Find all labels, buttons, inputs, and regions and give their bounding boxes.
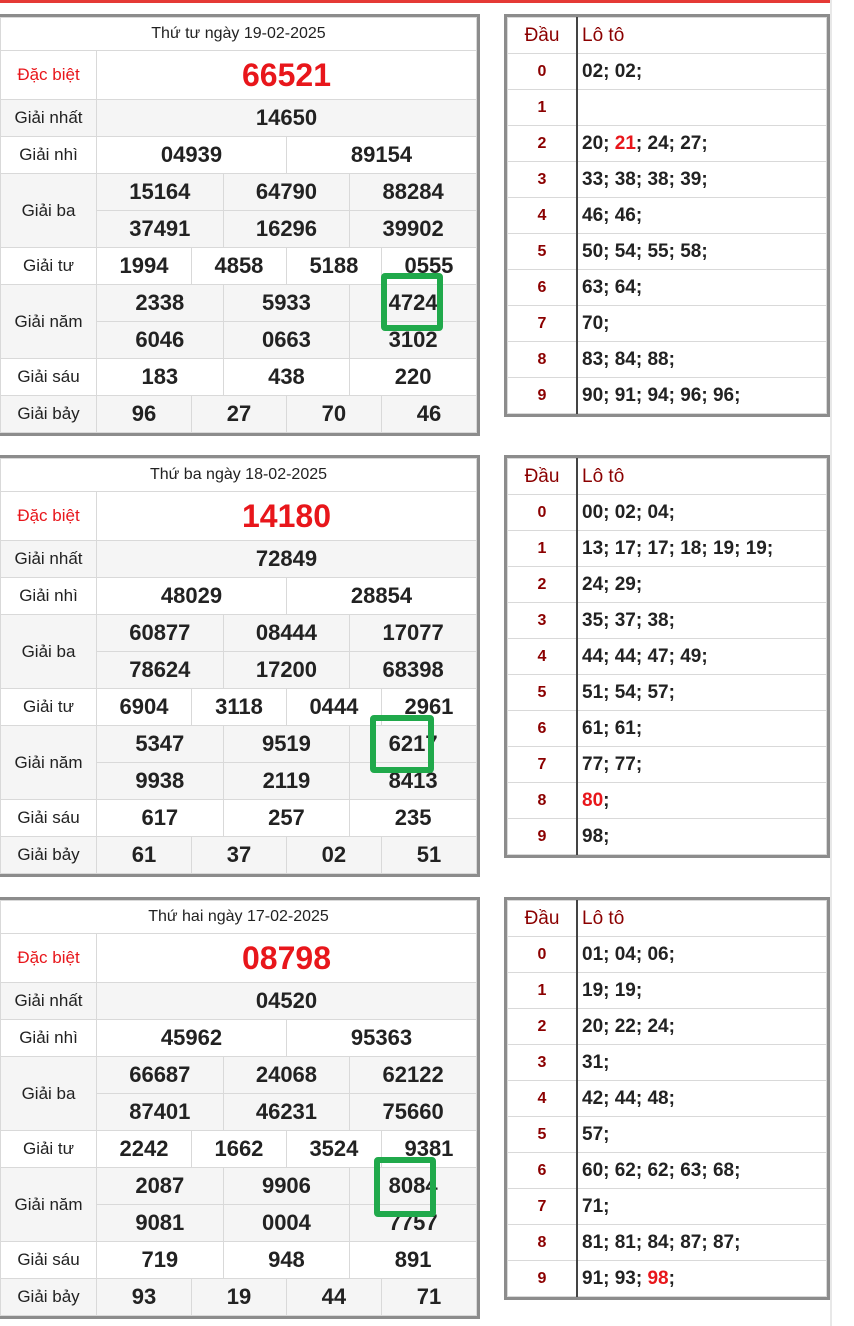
loto-head-digit: 1 (508, 973, 578, 1009)
loto-values (577, 306, 827, 342)
label-second-prize: Giải nhì (1, 1020, 97, 1057)
loto-values (577, 1225, 827, 1261)
loto-header-row (508, 459, 827, 495)
third-prize-number: 88284 (350, 174, 477, 211)
fifth-prize-number: 8084 (350, 1168, 477, 1205)
label-fifth-prize: Giải năm (1, 726, 97, 800)
loto-value: 31; (582, 1051, 610, 1073)
loto-value-special: 98 (647, 1267, 669, 1289)
loto-table-2 (504, 455, 830, 858)
loto-value-special: 80 (582, 789, 604, 811)
loto-row (508, 90, 827, 126)
fourth-prize-number: 1994 (97, 248, 192, 285)
fifth-prize-number: 0663 (223, 322, 350, 359)
header-dau: Đầu (508, 18, 578, 54)
loto-values (577, 1261, 827, 1297)
loto-head-digit: 2 (508, 567, 578, 603)
fourth-prize-number: 2242 (97, 1131, 192, 1168)
label-fourth-prize: Giải tư (1, 689, 97, 726)
draw-date: Thứ tư ngày 19-02-2025 (1, 18, 477, 51)
loto-values (577, 747, 827, 783)
loto-head-digit: 3 (508, 162, 578, 198)
label-special-prize: Đặc biệt (1, 492, 97, 541)
second-prize-number: 48029 (97, 578, 287, 615)
label-fourth-prize: Giải tư (1, 1131, 97, 1168)
fifth-prize-number: 9519 (223, 726, 350, 763)
loto-head-digit: 4 (508, 639, 578, 675)
loto-value: 98; (582, 825, 610, 847)
loto-head-digit: 0 (508, 54, 578, 90)
loto-values (577, 126, 827, 162)
loto-row (508, 1045, 827, 1081)
loto-head-digit: 6 (508, 711, 578, 747)
header-loto: Lô tô (577, 901, 827, 937)
loto-head-digit: 4 (508, 1081, 578, 1117)
header-loto: Lô tô (577, 18, 827, 54)
loto-row (508, 1009, 827, 1045)
third-prize-number: 60877 (97, 615, 224, 652)
results-table-2 (0, 455, 480, 877)
loto-values (577, 495, 827, 531)
loto-header-row (508, 901, 827, 937)
loto-values (577, 1153, 827, 1189)
loto-head-digit: 8 (508, 342, 578, 378)
loto-row (508, 1225, 827, 1261)
fifth-prize-number: 5933 (223, 285, 350, 322)
label-third-prize: Giải ba (1, 174, 97, 248)
loto-value: 57; (582, 1123, 610, 1145)
third-prize-number: 66687 (97, 1057, 224, 1094)
sixth-prize-number: 183 (97, 359, 224, 396)
second-prize-number: 89154 (286, 137, 476, 174)
loto-head-digit: 6 (508, 1153, 578, 1189)
seventh-prize-number: 96 (97, 396, 192, 433)
third-prize-number: 64790 (223, 174, 350, 211)
loto-value: 35; 37; 38; (582, 609, 675, 631)
label-sixth-prize: Giải sáu (1, 800, 97, 837)
table-row (1, 934, 477, 983)
draw-date: Thứ ba ngày 18-02-2025 (1, 459, 477, 492)
loto-values (577, 567, 827, 603)
loto-values (577, 162, 827, 198)
loto-values (577, 1117, 827, 1153)
seventh-prize-number: 19 (191, 1279, 286, 1316)
table-row (1, 1279, 477, 1316)
fifth-prize-number: 2338 (97, 285, 224, 322)
header-loto: Lô tô (577, 459, 827, 495)
label-third-prize: Giải ba (1, 1057, 97, 1131)
loto-value: 70; (582, 312, 610, 334)
loto-values (577, 639, 827, 675)
loto-values (577, 937, 827, 973)
loto-head-digit: 1 (508, 90, 578, 126)
table-row (1, 901, 477, 934)
label-seventh-prize: Giải bảy (1, 396, 97, 433)
loto-values (577, 973, 827, 1009)
label-seventh-prize: Giải bảy (1, 1279, 97, 1316)
loto-values (577, 603, 827, 639)
loto-row (508, 198, 827, 234)
loto-value: 20; (582, 132, 615, 154)
loto-value: 46; 46; (582, 204, 643, 226)
table-row (1, 18, 477, 51)
table-row (1, 578, 477, 615)
label-first-prize: Giải nhất (1, 983, 97, 1020)
loto-head-digit: 4 (508, 198, 578, 234)
seventh-prize-number: 93 (97, 1279, 192, 1316)
loto-head-digit: 9 (508, 1261, 578, 1297)
special-prize-number: 08798 (97, 934, 477, 983)
loto-row (508, 711, 827, 747)
loto-value: 24; 29; (582, 573, 643, 595)
loto-head-digit: 8 (508, 783, 578, 819)
page-right-edge (830, 0, 832, 1326)
third-prize-number: 08444 (223, 615, 350, 652)
loto-values (577, 819, 827, 855)
third-prize-number: 39902 (350, 211, 477, 248)
table-row (1, 359, 477, 396)
label-seventh-prize: Giải bảy (1, 837, 97, 874)
fourth-prize-number: 0444 (286, 689, 381, 726)
loto-value: 13; 17; 17; 18; 19; 19; (582, 537, 774, 559)
seventh-prize-number: 37 (191, 837, 286, 874)
fourth-prize-number: 6904 (97, 689, 192, 726)
loto-value: ; (668, 1267, 675, 1289)
loto-head-digit: 5 (508, 234, 578, 270)
loto-head-digit: 7 (508, 306, 578, 342)
loto-row (508, 162, 827, 198)
fifth-prize-number: 6217 (350, 726, 477, 763)
loto-head-digit: 0 (508, 495, 578, 531)
loto-values (577, 90, 827, 126)
fourth-prize-number: 5188 (286, 248, 381, 285)
label-special-prize: Đặc biệt (1, 934, 97, 983)
label-fifth-prize: Giải năm (1, 1168, 97, 1242)
loto-value: 33; 38; 38; 39; (582, 168, 708, 190)
label-fourth-prize: Giải tư (1, 248, 97, 285)
loto-values (577, 1081, 827, 1117)
seventh-prize-number: 02 (286, 837, 381, 874)
loto-value: ; 24; 27; (635, 132, 708, 154)
loto-head-digit: 7 (508, 1189, 578, 1225)
table-row (1, 174, 477, 211)
third-prize-number: 87401 (97, 1094, 224, 1131)
seventh-prize-number: 51 (381, 837, 476, 874)
fifth-prize-number: 5347 (97, 726, 224, 763)
loto-row (508, 937, 827, 973)
table-row (1, 1057, 477, 1094)
sixth-prize-number: 617 (97, 800, 224, 837)
fifth-prize-number: 9938 (97, 763, 224, 800)
table-row (1, 100, 477, 137)
sixth-prize-number: 235 (350, 800, 477, 837)
fifth-prize-number: 2119 (223, 763, 350, 800)
third-prize-number: 37491 (97, 211, 224, 248)
loto-values (577, 198, 827, 234)
label-special-prize: Đặc biệt (1, 51, 97, 100)
loto-row (508, 306, 827, 342)
fourth-prize-number: 3118 (191, 689, 286, 726)
special-prize-number: 14180 (97, 492, 477, 541)
loto-value: 51; 54; 57; (582, 681, 675, 703)
loto-values (577, 711, 827, 747)
loto-row (508, 270, 827, 306)
top-accent-line (0, 0, 830, 3)
loto-value: 19; 19; (582, 979, 643, 1001)
loto-row (508, 54, 827, 90)
third-prize-number: 75660 (350, 1094, 477, 1131)
fourth-prize-number: 0555 (381, 248, 476, 285)
label-second-prize: Giải nhì (1, 137, 97, 174)
loto-value: 91; 93; (582, 1267, 648, 1289)
loto-value: 20; 22; 24; (582, 1015, 675, 1037)
fourth-prize-number: 9381 (381, 1131, 476, 1168)
fifth-prize-number: 7757 (350, 1205, 477, 1242)
loto-value: 63; 64; (582, 276, 643, 298)
sixth-prize-number: 891 (350, 1242, 477, 1279)
loto-head-digit: 7 (508, 747, 578, 783)
third-prize-number: 15164 (97, 174, 224, 211)
loto-values (577, 378, 827, 414)
third-prize-number: 17200 (223, 652, 350, 689)
loto-row (508, 1117, 827, 1153)
loto-values (577, 270, 827, 306)
loto-value: 50; 54; 55; 58; (582, 240, 708, 262)
loto-values (577, 675, 827, 711)
loto-row (508, 234, 827, 270)
table-row (1, 800, 477, 837)
loto-row (508, 819, 827, 855)
third-prize-number: 78624 (97, 652, 224, 689)
fourth-prize-number: 3524 (286, 1131, 381, 1168)
table-row (1, 1242, 477, 1279)
sixth-prize-number: 719 (97, 1242, 224, 1279)
table-row (1, 396, 477, 433)
table-row (1, 492, 477, 541)
table-row (1, 51, 477, 100)
fourth-prize-number: 2961 (381, 689, 476, 726)
loto-value: 44; 44; 47; 49; (582, 645, 708, 667)
loto-head-digit: 9 (508, 378, 578, 414)
fifth-prize-number: 6046 (97, 322, 224, 359)
loto-value: 42; 44; 48; (582, 1087, 675, 1109)
fifth-prize-number: 9081 (97, 1205, 224, 1242)
loto-head-digit: 6 (508, 270, 578, 306)
seventh-prize-number: 46 (381, 396, 476, 433)
loto-values (577, 234, 827, 270)
third-prize-number: 17077 (350, 615, 477, 652)
seventh-prize-number: 27 (191, 396, 286, 433)
third-prize-number: 46231 (223, 1094, 350, 1131)
loto-value: 81; 81; 84; 87; 87; (582, 1231, 741, 1253)
first-prize-number: 72849 (97, 541, 477, 578)
sixth-prize-number: 257 (223, 800, 350, 837)
loto-value: 83; 84; 88; (582, 348, 675, 370)
loto-value: 01; 04; 06; (582, 943, 675, 965)
table-row (1, 615, 477, 652)
fifth-prize-number: 4724 (350, 285, 477, 322)
fourth-prize-number: 1662 (191, 1131, 286, 1168)
third-prize-number: 62122 (350, 1057, 477, 1094)
third-prize-number: 24068 (223, 1057, 350, 1094)
loto-row (508, 1081, 827, 1117)
second-prize-number: 28854 (286, 578, 476, 615)
loto-values (577, 1189, 827, 1225)
loto-value: ; (603, 789, 610, 811)
green-highlight-box (370, 715, 434, 773)
loto-table-1 (504, 14, 830, 417)
table-row (1, 459, 477, 492)
loto-value: 60; 62; 62; 63; 68; (582, 1159, 741, 1181)
loto-row (508, 342, 827, 378)
loto-value: 77; 77; (582, 753, 643, 775)
loto-row (508, 639, 827, 675)
loto-head-digit: 9 (508, 819, 578, 855)
special-prize-number: 66521 (97, 51, 477, 100)
loto-value-special: 21 (614, 132, 636, 154)
label-first-prize: Giải nhất (1, 541, 97, 578)
second-prize-number: 95363 (286, 1020, 476, 1057)
loto-row (508, 675, 827, 711)
label-sixth-prize: Giải sáu (1, 1242, 97, 1279)
loto-row (508, 603, 827, 639)
loto-values (577, 531, 827, 567)
first-prize-number: 14650 (97, 100, 477, 137)
loto-row (508, 495, 827, 531)
results-table-1 (0, 14, 480, 436)
loto-head-digit: 1 (508, 531, 578, 567)
first-prize-number: 04520 (97, 983, 477, 1020)
loto-value: 90; 91; 94; 96; 96; (582, 384, 741, 406)
draw-date: Thứ hai ngày 17-02-2025 (1, 901, 477, 934)
second-prize-number: 45962 (97, 1020, 287, 1057)
loto-value: 71; (582, 1195, 610, 1217)
loto-value: 61; 61; (582, 717, 643, 739)
loto-head-digit: 5 (508, 675, 578, 711)
loto-head-digit: 3 (508, 603, 578, 639)
seventh-prize-number: 70 (286, 396, 381, 433)
header-dau: Đầu (508, 901, 578, 937)
sixth-prize-number: 220 (350, 359, 477, 396)
loto-head-digit: 2 (508, 1009, 578, 1045)
third-prize-number: 68398 (350, 652, 477, 689)
seventh-prize-number: 71 (381, 1279, 476, 1316)
label-second-prize: Giải nhì (1, 578, 97, 615)
sixth-prize-number: 438 (223, 359, 350, 396)
loto-row (508, 1153, 827, 1189)
loto-value: 00; 02; 04; (582, 501, 675, 523)
fifth-prize-number: 8413 (350, 763, 477, 800)
label-fifth-prize: Giải năm (1, 285, 97, 359)
loto-head-digit: 3 (508, 1045, 578, 1081)
loto-row (508, 973, 827, 1009)
fifth-prize-number: 0004 (223, 1205, 350, 1242)
loto-values (577, 1009, 827, 1045)
loto-row (508, 567, 827, 603)
green-highlight-box (374, 1157, 436, 1217)
table-row (1, 1020, 477, 1057)
loto-row (508, 1261, 827, 1297)
loto-head-digit: 0 (508, 937, 578, 973)
loto-value: 02; 02; (582, 60, 643, 82)
third-prize-number: 16296 (223, 211, 350, 248)
table-row (1, 983, 477, 1020)
table-row (1, 137, 477, 174)
second-prize-number: 04939 (97, 137, 287, 174)
loto-head-digit: 2 (508, 126, 578, 162)
results-table-3 (0, 897, 480, 1319)
green-highlight-box (381, 273, 443, 331)
sixth-prize-number: 948 (223, 1242, 350, 1279)
label-first-prize: Giải nhất (1, 100, 97, 137)
fifth-prize-number: 2087 (97, 1168, 224, 1205)
loto-table-3 (504, 897, 830, 1300)
loto-row (508, 747, 827, 783)
loto-row (508, 1189, 827, 1225)
fifth-prize-number: 3102 (350, 322, 477, 359)
loto-head-digit: 5 (508, 1117, 578, 1153)
loto-row (508, 531, 827, 567)
fourth-prize-number: 4858 (191, 248, 286, 285)
loto-values (577, 1045, 827, 1081)
label-sixth-prize: Giải sáu (1, 359, 97, 396)
loto-row (508, 378, 827, 414)
seventh-prize-number: 61 (97, 837, 192, 874)
loto-values (577, 54, 827, 90)
header-dau: Đầu (508, 459, 578, 495)
loto-values (577, 783, 827, 819)
loto-values (577, 342, 827, 378)
fifth-prize-number: 9906 (223, 1168, 350, 1205)
label-third-prize: Giải ba (1, 615, 97, 689)
table-row (1, 837, 477, 874)
seventh-prize-number: 44 (286, 1279, 381, 1316)
loto-head-digit: 8 (508, 1225, 578, 1261)
table-row (1, 541, 477, 578)
loto-row (508, 783, 827, 819)
loto-header-row (508, 18, 827, 54)
loto-row (508, 126, 827, 162)
